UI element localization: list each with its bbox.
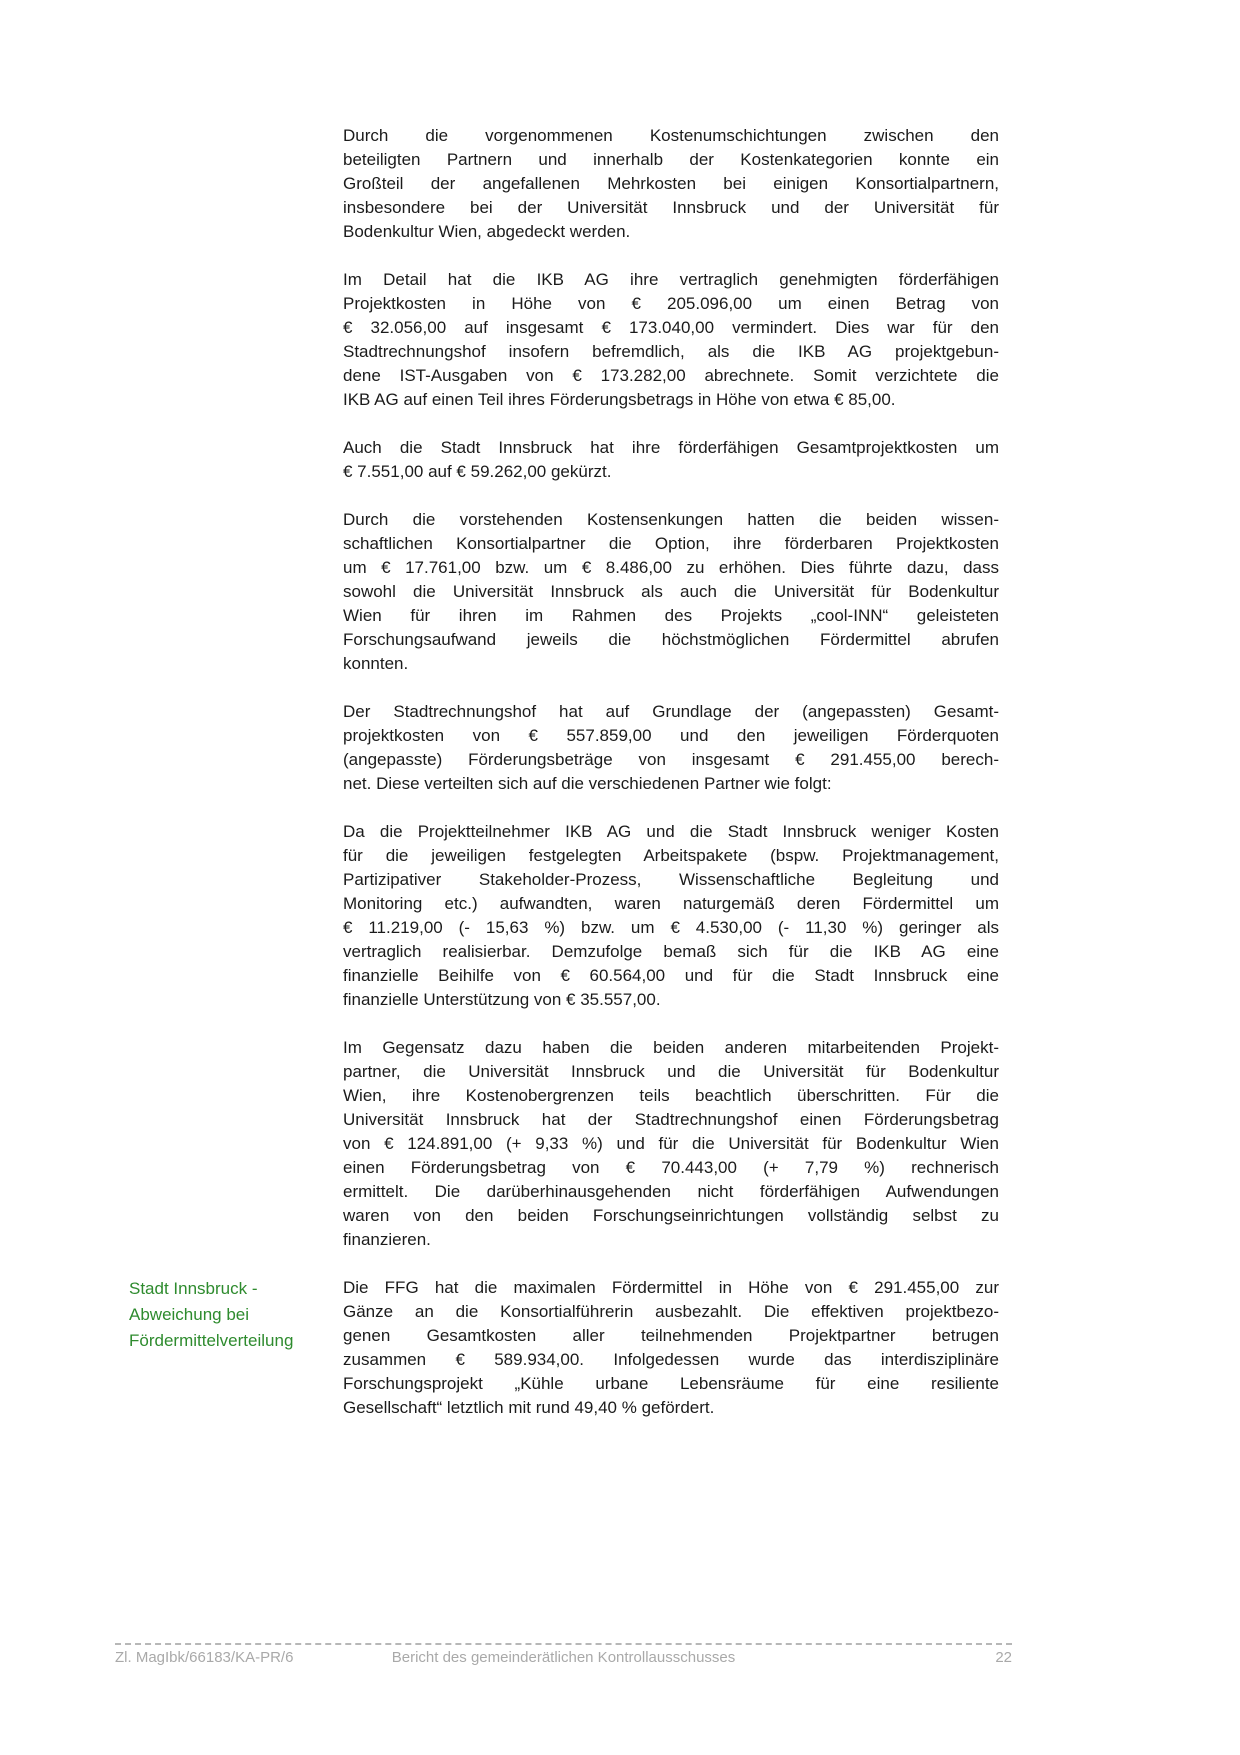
paragraph-line: konnten. bbox=[343, 654, 409, 673]
paragraph bbox=[343, 436, 999, 484]
paragraph-line: Da die Projektteilnehmer IKB AG und die Stadt Innsbruck weniger Kosten bbox=[343, 822, 999, 841]
paragraph bbox=[343, 1036, 999, 1252]
footer-divider bbox=[115, 1643, 1012, 1645]
paragraph bbox=[343, 1276, 999, 1420]
margin-spacer bbox=[0, 436, 343, 484]
paragraph-line: € 7.551,00 auf € 59.262,00 gekürzt. bbox=[343, 462, 612, 481]
paragraph-line: Stadtrechnungshof insofern befremdlich, als die IKB AG projektgebun- bbox=[343, 342, 999, 361]
paragraph-line: Projektkosten in Höhe von € 205.096,00 um einen Betrag von bbox=[343, 294, 999, 313]
paragraph-line: einen Förderungsbetrag von € 70.443,00 (+ 7,79 %) rechnerisch bbox=[343, 1158, 999, 1177]
paragraph-line: Universität Innsbruck hat der Stadtrechnungshof einen Förderungsbetrag bbox=[343, 1110, 999, 1129]
paragraph-line: beteiligten Partnern und innerhalb der Kostenkategorien konnte ein bbox=[343, 150, 999, 169]
paragraph-line: IKB AG auf einen Teil ihres Förderungsbetrags in Höhe von etwa € 85,00. bbox=[343, 390, 896, 409]
paragraph-line: Gesellschaft“ letztlich mit rund 49,40 % gefördert. bbox=[343, 1398, 715, 1417]
paragraph-line: Wien für ihren im Rahmen des Projekts „cool-INN“ geleisteten bbox=[343, 606, 999, 625]
paragraph-line: Großteil der angefallenen Mehrkosten bei einigen Konsortialpartnern, bbox=[343, 174, 999, 193]
paragraph-line: von € 124.891,00 (+ 9,33 %) und für die Universität für Bodenkultur Wien bbox=[343, 1134, 999, 1153]
margin-spacer bbox=[0, 124, 343, 244]
margin-note-line: Abweichung bei bbox=[129, 1305, 250, 1324]
paragraph-row bbox=[0, 700, 999, 796]
paragraph-row bbox=[0, 508, 999, 676]
paragraph-line: ermittelt. Die darüberhinausgehenden nicht förderfähigen Aufwendungen bbox=[343, 1182, 999, 1201]
paragraph-line: Durch die vorstehenden Kostensenkungen hatten die beiden wissen- bbox=[343, 510, 999, 529]
paragraph-line: € 11.219,00 (- 15,63 %) bzw. um € 4.530,00 (- 11,30 %) geringer als bbox=[343, 918, 999, 937]
paragraph bbox=[343, 268, 999, 412]
paragraph-line: Bodenkultur Wien, abgedeckt werden. bbox=[343, 222, 631, 241]
margin-spacer bbox=[0, 820, 343, 1012]
page-footer bbox=[115, 1643, 1012, 1668]
paragraph-line: Im Detail hat die IKB AG ihre vertraglich genehmigten förderfähigen bbox=[343, 270, 999, 289]
paragraph-line: Forschungsaufwand jeweils die höchstmöglichen Fördermittel abrufen bbox=[343, 630, 999, 649]
paragraph-line: insbesondere bei der Universität Innsbruck und der Universität für bbox=[343, 198, 999, 217]
paragraph-line: € 32.056,00 auf insgesamt € 173.040,00 vermindert. Dies war für den bbox=[343, 318, 999, 337]
paragraph-line: partner, die Universität Innsbruck und die Universität für Bodenkultur bbox=[343, 1062, 999, 1081]
paragraph-line: Forschungsprojekt „Kühle urbane Lebensräume für eine resiliente bbox=[343, 1374, 999, 1393]
paragraph-line: Durch die vorgenommenen Kostenumschichtungen zwischen den bbox=[343, 126, 999, 145]
paragraph bbox=[343, 700, 999, 796]
footer-row bbox=[115, 1648, 1012, 1668]
paragraph-row bbox=[0, 124, 999, 244]
paragraph-line: für die jeweiligen festgelegten Arbeitspakete (bspw. Projektmanagement, bbox=[343, 846, 999, 865]
paragraph-line: finanzieren. bbox=[343, 1230, 431, 1249]
margin-note-line: Stadt Innsbruck - bbox=[129, 1279, 258, 1298]
margin-note-line: Fördermittelverteilung bbox=[129, 1331, 294, 1350]
paragraph-line: finanzielle Beihilfe von € 60.564,00 und für die Stadt Innsbruck eine bbox=[343, 966, 999, 985]
paragraph-line: dene IST-Ausgaben von € 173.282,00 abrechnete. Somit verzichtete die bbox=[343, 366, 999, 385]
paragraph-row bbox=[0, 820, 999, 1012]
paragraph bbox=[343, 508, 999, 676]
footer-title: Bericht des gemeinderätlichen Kontrollausschusses bbox=[391, 1649, 736, 1666]
paragraph bbox=[343, 124, 999, 244]
paragraph-line: waren von den beiden Forschungseinrichtungen vollständig selbst zu bbox=[343, 1206, 999, 1225]
paragraph-row bbox=[0, 1036, 999, 1252]
paragraph-line: projektkosten von € 557.859,00 und den jeweiligen Förderquoten bbox=[343, 726, 999, 745]
paragraph-line: um € 17.761,00 bzw. um € 8.486,00 zu erhöhen. Dies führte dazu, dass bbox=[343, 558, 999, 577]
margin-spacer bbox=[0, 508, 343, 676]
paragraph-line: Partizipativer Stakeholder-Prozess, Wissenschaftliche Begleitung und bbox=[343, 870, 999, 889]
paragraph-line: sowohl die Universität Innsbruck als auch die Universität für Bodenkultur bbox=[343, 582, 999, 601]
paragraph-row bbox=[0, 1276, 999, 1420]
paragraph-line: Wien, ihre Kostenobergrenzen teils beachtlich überschritten. Für die bbox=[343, 1086, 999, 1105]
paragraph-line: finanzielle Unterstützung von € 35.557,00. bbox=[343, 990, 661, 1009]
paragraph-line: vertraglich realisierbar. Demzufolge bemaß sich für die IKB AG eine bbox=[343, 942, 999, 961]
paragraph-line: Auch die Stadt Innsbruck hat ihre förderfähigen Gesamtprojektkosten um bbox=[343, 438, 999, 457]
margin-spacer bbox=[0, 700, 343, 796]
margin-spacer bbox=[0, 1036, 343, 1252]
paragraph-line: net. Diese verteilten sich auf die verschiedenen Partner wie folgt: bbox=[343, 774, 832, 793]
paragraph-line: genen Gesamtkosten aller teilnehmenden Projektpartner betrugen bbox=[343, 1326, 999, 1345]
paragraph-line: schaftlichen Konsortialpartner die Option, ihre förderbaren Projektkosten bbox=[343, 534, 999, 553]
paragraph-line: (angepasste) Förderungsbeträge von insgesamt € 291.455,00 berech- bbox=[343, 750, 999, 769]
footer-page-number: 22 bbox=[995, 1649, 1012, 1666]
paragraph-line: Der Stadtrechnungshof hat auf Grundlage der (angepassten) Gesamt- bbox=[343, 702, 999, 721]
margin-note bbox=[0, 1276, 343, 1420]
paragraph-row bbox=[0, 268, 999, 412]
paragraph-line: Monitoring etc.) aufwandten, waren naturgemäß deren Fördermittel um bbox=[343, 894, 999, 913]
paragraph-line: Im Gegensatz dazu haben die beiden anderen mitarbeitenden Projekt- bbox=[343, 1038, 999, 1057]
paragraph bbox=[343, 820, 999, 1012]
footer-reference: Zl. MagIbk/66183/KA-PR/6 bbox=[115, 1649, 294, 1666]
paragraph-line: Die FFG hat die maximalen Fördermittel in Höhe von € 291.455,00 zur bbox=[343, 1278, 999, 1297]
paragraph-row bbox=[0, 436, 999, 484]
margin-spacer bbox=[0, 268, 343, 412]
paragraph-line: Gänze an die Konsortialführerin ausbezahlt. Die effektiven projektbezo- bbox=[343, 1302, 999, 1321]
document-body bbox=[0, 124, 999, 1444]
paragraph-line: zusammen € 589.934,00. Infolgedessen wurde das interdisziplinäre bbox=[343, 1350, 999, 1369]
